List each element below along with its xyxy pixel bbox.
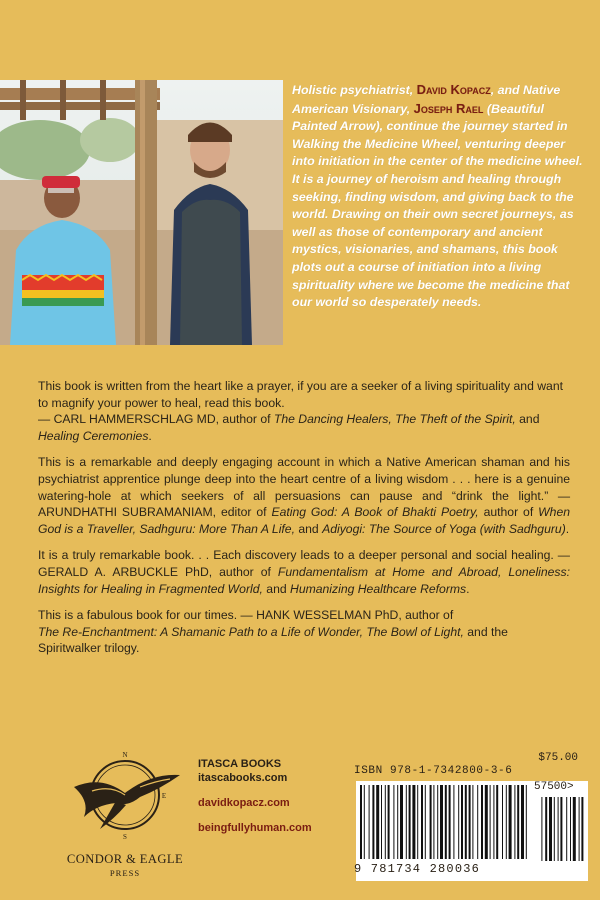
blurb-middle: , and Native American Visionary,	[292, 83, 561, 116]
endorsement-connector: author of	[478, 505, 539, 520]
endorsement-works: Healing Ceremonies	[38, 428, 149, 443]
endorsement-connector: and the Spiritwalker trilogy.	[38, 624, 508, 656]
compass-east: E	[161, 792, 167, 800]
endorsement-connector: and	[294, 521, 323, 536]
compass-north: N	[122, 751, 128, 759]
compass-south: S	[123, 833, 127, 841]
endorsement-attribution: — GERALD A. ARBUCKLE PhD, author of	[38, 548, 570, 579]
authors-photo-illustration	[0, 80, 283, 345]
endorsement-tail: .	[466, 581, 470, 596]
endorsement-tail: .	[148, 428, 152, 443]
compass-bird-icon	[56, 745, 194, 855]
endorsement-attribution: — HANK WESSELMAN PhD, author of	[237, 608, 454, 623]
endorsement-works: When God is a Traveller, Sadhguru: More Than A Life,	[38, 505, 570, 536]
distributor-site: itascabooks.com	[198, 772, 288, 784]
endorsement-arbuckle	[38, 547, 570, 597]
endorsement-tail: .	[565, 521, 570, 536]
endorsement-hammerschlag	[38, 378, 570, 444]
compass-west: W	[82, 792, 90, 800]
author-site-kopacz: davidkopacz.com	[198, 797, 290, 809]
endorsement-works: Adiyogi: The Source of Yoga (with Sadhguru)	[322, 521, 566, 536]
isbn-label: ISBN 978-1-7342800-3-6	[354, 765, 513, 777]
publisher-press-label: PRESS	[109, 868, 141, 878]
barcode-digits: 9 781734 280036	[354, 862, 481, 876]
author-site-beingfullyhuman: beingfullyhuman.com	[198, 822, 312, 834]
blurb-body: (Beautiful Painted Arrow), continue the journey started in Walking the Medicine Wheel, venturing deeper into initiation in the center of the medicine wheel. It is a journey of heroism and healing through seeking, finding wisdom, and giving back to the world. Drawing on their own secret journeys, as well as those of contemporary and ancient mystics, visionaries, and shamans, this book plots out a course of initiation into a living spirituality where we become the medicine that our world so desperately needs.	[292, 101, 583, 310]
author-name-rael: Joseph Rael	[413, 100, 484, 116]
endorsement-quote: This is a remarkable and deeply engaging account in which a Native American shaman and his psychiatrist apprentice plunge deep into the heart centre of a living wisdom . . . here is a genuine watering-hole at which seekers of all persuasions can pause and “drink the light.”	[38, 455, 570, 503]
endorsement-works: The Dancing Healers, The Theft of the Spirit,	[273, 412, 516, 427]
barcode-icon	[356, 781, 588, 865]
publisher-links	[198, 757, 358, 846]
author-name-kopacz: David Kopacz	[416, 82, 491, 97]
endorsements	[38, 378, 570, 667]
endorsement-attribution: — CARL HAMMERSCHLAG MD, author of	[38, 412, 274, 427]
barcode-addon-label: 57500>	[534, 781, 574, 793]
publisher-name-logo: CONDOR & EAGLE	[66, 852, 184, 866]
distributor-name: ITASCA BOOKS	[198, 758, 282, 770]
isbn-barcode-block	[354, 752, 590, 882]
endorsement-works: Eating God: A Book of Bhakti Poetry,	[271, 505, 479, 520]
endorsement-works: Humanizing Healthcare Reforms	[290, 581, 467, 596]
endorsement-works: Fundamentalism at Home and Abroad, Loneliness: Insights for Healing in Fragmented World,	[38, 564, 571, 596]
endorsement-connector: and	[262, 581, 291, 596]
blurb-intro: Holistic psychiatrist,	[292, 83, 417, 97]
endorsement-quote: This book is written from the heart like a prayer, if you are a seeker of a living spirituality and want to magnify your power to heal, read this book.	[38, 379, 563, 410]
endorsement-quote: This is a fabulous book for our times.	[38, 608, 238, 623]
endorsement-works: The Re-Enchantment: A Shamanic Path to a Life of Wonder, The Bowl of Light,	[38, 624, 464, 639]
endorsement-wesselman	[38, 607, 570, 657]
endorsement-quote: It is a truly remarkable book. . . Each discovery leads to a deeper personal and social healing.	[38, 548, 554, 563]
cover-photo	[0, 80, 283, 345]
publisher-logo-text	[56, 852, 194, 878]
endorsement-connector: and	[515, 412, 540, 427]
endorsement-attribution: — ARUNDHATHI SUBRAMANIAM, editor of	[38, 488, 571, 520]
price-label: $75.00	[538, 752, 578, 764]
endorsement-subramaniam	[38, 454, 570, 537]
book-description	[292, 81, 588, 312]
